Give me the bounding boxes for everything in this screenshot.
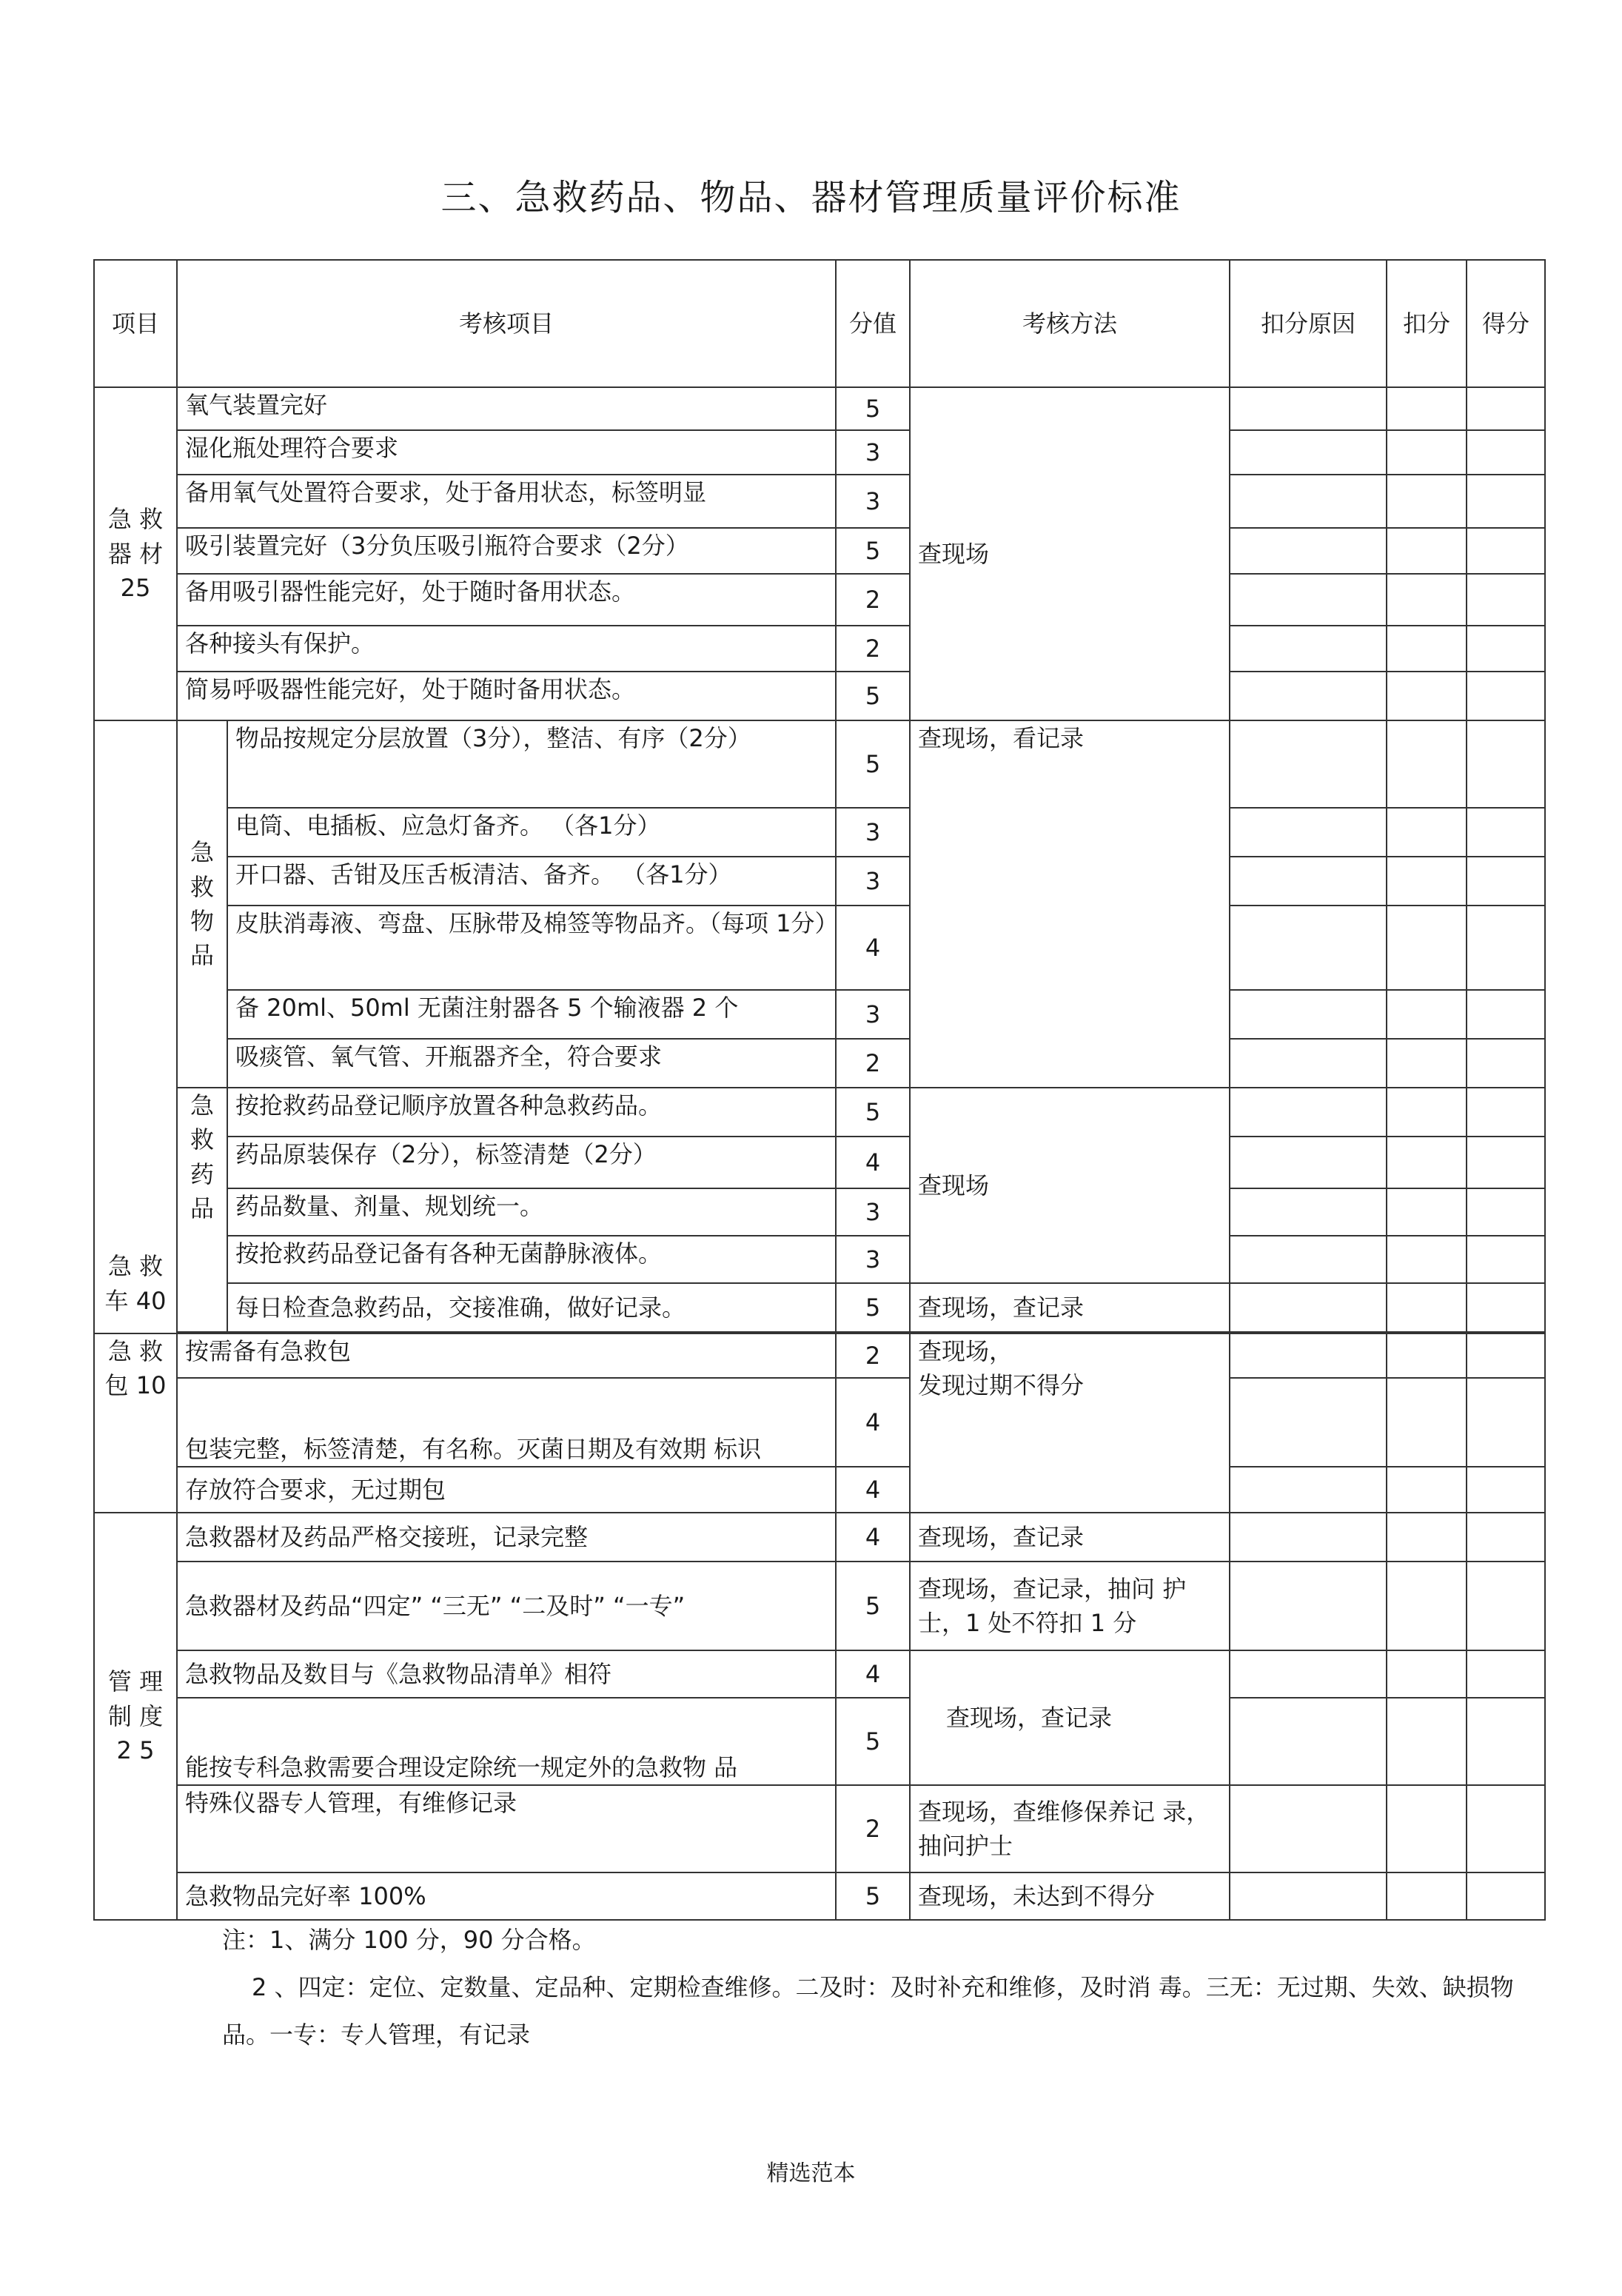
deduct-cell[interactable]: [1387, 626, 1467, 672]
table-row: [94, 1378, 1545, 1467]
method-drugs: 查现场: [910, 1088, 1230, 1283]
obtained-cell[interactable]: [1467, 528, 1545, 574]
score-cell: 2: [836, 626, 910, 672]
reason-cell[interactable]: [1230, 1137, 1387, 1188]
item-cell: 电筒、电插板、应急灯备齐。 （各1分）: [227, 808, 836, 857]
score-cell: 4: [836, 1137, 910, 1188]
item-cell: 急救器材及药品严格交接班，记录完整: [177, 1513, 836, 1562]
deduct-cell[interactable]: [1387, 1467, 1467, 1513]
obtained-cell[interactable]: [1467, 1137, 1545, 1188]
table-row: [94, 1650, 1545, 1698]
header-reason: 扣分原因: [1230, 260, 1387, 387]
subcategory-supplies: 急救物品: [177, 720, 227, 1088]
method-supplies: 查现场，看记录: [910, 720, 1230, 1088]
score-cell: 2: [836, 1039, 910, 1088]
table-row: [94, 1039, 1545, 1088]
score-cell: 5: [836, 672, 910, 720]
score-cell: 4: [836, 1467, 910, 1513]
table-row: [94, 720, 1545, 808]
evaluation-table: [93, 259, 1546, 1921]
header-obtained: 得分: [1467, 260, 1545, 387]
deduct-cell[interactable]: [1387, 574, 1467, 626]
deduct-cell[interactable]: [1387, 1872, 1467, 1920]
obtained-cell[interactable]: [1467, 1650, 1545, 1698]
method-daily: 查现场，查记录: [910, 1283, 1230, 1332]
item-cell: 备 20ml、50ml 无菌注射器各 5 个输液器 2 个: [227, 990, 836, 1039]
category-management: 管 理 制 度 2 5: [94, 1513, 177, 1920]
deduct-cell[interactable]: [1387, 720, 1467, 808]
score-cell: 3: [836, 475, 910, 528]
table-row: [94, 1333, 1545, 1378]
item-cell: 能按专科急救需要合理设定除统一规定外的急救物 品: [177, 1698, 836, 1785]
header-deduct: 扣分: [1387, 260, 1467, 387]
deduct-cell[interactable]: [1387, 475, 1467, 528]
table-row: [94, 1872, 1545, 1920]
reason-cell[interactable]: [1230, 430, 1387, 475]
item-cell: 开口器、舌钳及压舌板清洁、备齐。 （各1分）: [227, 857, 836, 906]
reason-cell[interactable]: [1230, 1785, 1387, 1872]
obtained-cell[interactable]: [1467, 1333, 1545, 1378]
note-line-1: 注：1、满分 100 分，90 分合格。: [222, 1926, 596, 1954]
table-row: [94, 990, 1545, 1039]
deduct-cell[interactable]: [1387, 808, 1467, 857]
reason-cell[interactable]: [1230, 1283, 1387, 1332]
method-cell: 查现场，查记录: [910, 1650, 1230, 1785]
score-cell: 5: [836, 720, 910, 808]
item-cell: 药品原装保存（2分），标签清楚（2分）: [227, 1137, 836, 1188]
score-cell: 2: [836, 1785, 910, 1872]
item-cell: 按需备有急救包: [177, 1333, 836, 1378]
table-row: [94, 1562, 1545, 1650]
deduct-cell[interactable]: [1387, 1088, 1467, 1137]
reason-cell[interactable]: [1230, 1698, 1387, 1785]
score-cell: 4: [836, 1650, 910, 1698]
obtained-cell[interactable]: [1467, 1378, 1545, 1467]
deduct-cell[interactable]: [1387, 387, 1467, 430]
obtained-cell[interactable]: [1467, 574, 1545, 626]
table-row: [94, 430, 1545, 475]
item-cell: 药品数量、剂量、规划统一。: [227, 1188, 836, 1236]
item-cell: 各种接头有保护。: [177, 626, 836, 672]
table-row: [94, 1513, 1545, 1562]
method-cell: 查现场，查记录: [910, 1513, 1230, 1562]
note-line-2: 2 、四定：定位、定数量、定品种、定期检查维修。二及时：及时补充和维修，及时消 毒。三无：无过期、失效、缺损物品。一专：专人管理，有记录: [222, 1973, 1514, 2049]
deduct-cell[interactable]: [1387, 1137, 1467, 1188]
deduct-cell[interactable]: [1387, 1333, 1467, 1378]
deduct-cell[interactable]: [1387, 528, 1467, 574]
header-score: 分值: [836, 260, 910, 387]
item-cell: 皮肤消毒液、弯盘、压脉带及棉签等物品齐。（每项 1分）: [227, 906, 836, 990]
item-cell: 备用吸引器性能完好，处于随时备用状态。: [177, 574, 836, 626]
reason-cell[interactable]: [1230, 906, 1387, 990]
table-row: [94, 1698, 1545, 1785]
table-row: [94, 857, 1545, 906]
category-kit: 急 救 包 10: [94, 1333, 177, 1513]
reason-cell[interactable]: [1230, 1650, 1387, 1698]
table-row: [94, 1236, 1545, 1283]
item-cell: 存放符合要求，无过期包: [177, 1467, 836, 1513]
table-row: [94, 574, 1545, 626]
table-row: [94, 626, 1545, 672]
deduct-cell[interactable]: [1387, 1039, 1467, 1088]
obtained-cell[interactable]: [1467, 1236, 1545, 1283]
table-row: [94, 528, 1545, 574]
reason-cell[interactable]: [1230, 672, 1387, 720]
obtained-cell[interactable]: [1467, 1088, 1545, 1137]
obtained-cell[interactable]: [1467, 626, 1545, 672]
obtained-cell[interactable]: [1467, 430, 1545, 475]
reason-cell[interactable]: [1230, 1872, 1387, 1920]
reason-cell[interactable]: [1230, 475, 1387, 528]
deduct-cell[interactable]: [1387, 672, 1467, 720]
obtained-cell[interactable]: [1467, 1562, 1545, 1650]
deduct-cell[interactable]: [1387, 1698, 1467, 1785]
table-row: [94, 1283, 1545, 1332]
item-cell: 备用氧气处置符合要求，处于备用状态，标签明显: [177, 475, 836, 528]
reason-cell[interactable]: [1230, 1088, 1387, 1137]
score-cell: 5: [836, 1088, 910, 1137]
obtained-cell[interactable]: [1467, 1188, 1545, 1236]
reason-cell[interactable]: [1230, 1039, 1387, 1088]
score-cell: 2: [836, 1333, 910, 1378]
reason-cell[interactable]: [1230, 387, 1387, 430]
reason-cell[interactable]: [1230, 1188, 1387, 1236]
obtained-cell[interactable]: [1467, 808, 1545, 857]
reason-cell[interactable]: [1230, 808, 1387, 857]
obtained-cell[interactable]: [1467, 857, 1545, 906]
deduct-cell[interactable]: [1387, 1562, 1467, 1650]
item-cell: 急救物品及数目与《急救物品清单》相符: [177, 1650, 836, 1698]
score-cell: 5: [836, 1872, 910, 1920]
score-cell: 2: [836, 574, 910, 626]
item-cell: 简易呼吸器性能完好，处于随时备用状态。: [177, 672, 836, 720]
obtained-cell[interactable]: [1467, 906, 1545, 990]
reason-cell[interactable]: [1230, 1562, 1387, 1650]
table-row: [94, 672, 1545, 720]
reason-cell[interactable]: [1230, 574, 1387, 626]
deduct-cell[interactable]: [1387, 990, 1467, 1039]
reason-cell[interactable]: [1230, 626, 1387, 672]
obtained-cell[interactable]: [1467, 1785, 1545, 1872]
item-cell: 包装完整，标签清楚，有名称。灭菌日期及有效期 标识: [177, 1378, 836, 1467]
deduct-cell[interactable]: [1387, 1785, 1467, 1872]
deduct-cell[interactable]: [1387, 1188, 1467, 1236]
deduct-cell[interactable]: [1387, 1283, 1467, 1332]
reason-cell[interactable]: [1230, 990, 1387, 1039]
deduct-cell[interactable]: [1387, 1378, 1467, 1467]
obtained-cell[interactable]: [1467, 672, 1545, 720]
item-cell: 湿化瓶处理符合要求: [177, 430, 836, 475]
table-row: [94, 1785, 1545, 1872]
reason-cell[interactable]: [1230, 1467, 1387, 1513]
score-cell: 4: [836, 1513, 910, 1562]
score-cell: 5: [836, 1698, 910, 1785]
deduct-cell[interactable]: [1387, 857, 1467, 906]
score-cell: 5: [836, 528, 910, 574]
header-method: 考核方法: [910, 260, 1230, 387]
header-item: 考核项目: [177, 260, 836, 387]
method-cell: 查现场，未达到不得分: [910, 1872, 1230, 1920]
header-category: 项目: [94, 260, 177, 387]
item-cell: 特殊仪器专人管理，有维修记录: [177, 1785, 836, 1872]
item-cell: 急救器材及药品“四定” “三无” “二及时” “一专”: [177, 1562, 836, 1650]
category-equipment: 急 救 器 材 25: [94, 387, 177, 720]
score-cell: 4: [836, 906, 910, 990]
obtained-cell[interactable]: [1467, 990, 1545, 1039]
table-row: [94, 1137, 1545, 1188]
category-cart: 急 救 车 40: [94, 720, 177, 1333]
header-row: [94, 260, 1545, 387]
obtained-cell[interactable]: [1467, 475, 1545, 528]
item-cell: 按抢救药品登记备有各种无菌静脉液体。: [227, 1236, 836, 1283]
reason-cell[interactable]: [1230, 1513, 1387, 1562]
obtained-cell[interactable]: [1467, 1283, 1545, 1332]
deduct-cell[interactable]: [1387, 906, 1467, 990]
table-row: [94, 906, 1545, 990]
method-kit: 查现场， 发现过期不得分: [910, 1333, 1230, 1513]
item-cell: 氧气装置完好: [177, 387, 836, 430]
obtained-cell[interactable]: [1467, 1039, 1545, 1088]
reason-cell[interactable]: [1230, 1333, 1387, 1378]
table-row: [94, 1088, 1545, 1137]
reason-cell[interactable]: [1230, 720, 1387, 808]
obtained-cell[interactable]: [1467, 720, 1545, 808]
score-cell: 3: [836, 1188, 910, 1236]
score-cell: 3: [836, 857, 910, 906]
item-cell: 每日检查急救药品，交接准确，做好记录。: [227, 1283, 836, 1332]
method-equipment: 查现场: [910, 387, 1230, 720]
subcategory-drugs: 急救药品: [177, 1088, 227, 1332]
score-cell: 5: [836, 1283, 910, 1332]
deduct-cell[interactable]: [1387, 1513, 1467, 1562]
obtained-cell[interactable]: [1467, 1467, 1545, 1513]
table-row: [94, 808, 1545, 857]
score-cell: 3: [836, 1236, 910, 1283]
table-row: [94, 387, 1545, 430]
reason-cell[interactable]: [1230, 528, 1387, 574]
obtained-cell[interactable]: [1467, 387, 1545, 430]
table-row: [94, 1188, 1545, 1236]
item-cell: 急救物品完好率 100%: [177, 1872, 836, 1920]
reason-cell[interactable]: [1230, 1378, 1387, 1467]
reason-cell[interactable]: [1230, 857, 1387, 906]
score-cell: 3: [836, 990, 910, 1039]
item-cell: 按抢救药品登记顺序放置各种急救药品。: [227, 1088, 836, 1137]
item-cell: 吸痰管、氧气管、开瓶器齐全，符合要求: [227, 1039, 836, 1088]
item-cell: 物品按规定分层放置（3分），整洁、有序（2分）: [227, 720, 836, 808]
table-row: [94, 475, 1545, 528]
method-cell: 查现场，查记录，抽问 护士，1 处不符扣 1 分: [910, 1562, 1230, 1650]
score-cell: 5: [836, 1562, 910, 1650]
notes: [222, 1916, 1555, 2058]
reason-cell[interactable]: [1230, 1236, 1387, 1283]
deduct-cell[interactable]: [1387, 1236, 1467, 1283]
obtained-cell[interactable]: [1467, 1513, 1545, 1562]
obtained-cell[interactable]: [1467, 1872, 1545, 1920]
deduct-cell[interactable]: [1387, 430, 1467, 475]
score-cell: 5: [836, 387, 910, 430]
score-cell: 4: [836, 1378, 910, 1467]
method-cell: 查现场，查维修保养记 录，抽问护士: [910, 1785, 1230, 1872]
obtained-cell[interactable]: [1467, 1698, 1545, 1785]
page-title: 三、急救药品、物品、器材管理质量评价标准: [440, 177, 1182, 218]
page-footer: 精选范本: [766, 2161, 856, 2186]
deduct-cell[interactable]: [1387, 1650, 1467, 1698]
score-cell: 3: [836, 430, 910, 475]
score-cell: 3: [836, 808, 910, 857]
item-cell: 吸引装置完好（3分负压吸引瓶符合要求（2分）: [177, 528, 836, 574]
table-row: [94, 1467, 1545, 1513]
